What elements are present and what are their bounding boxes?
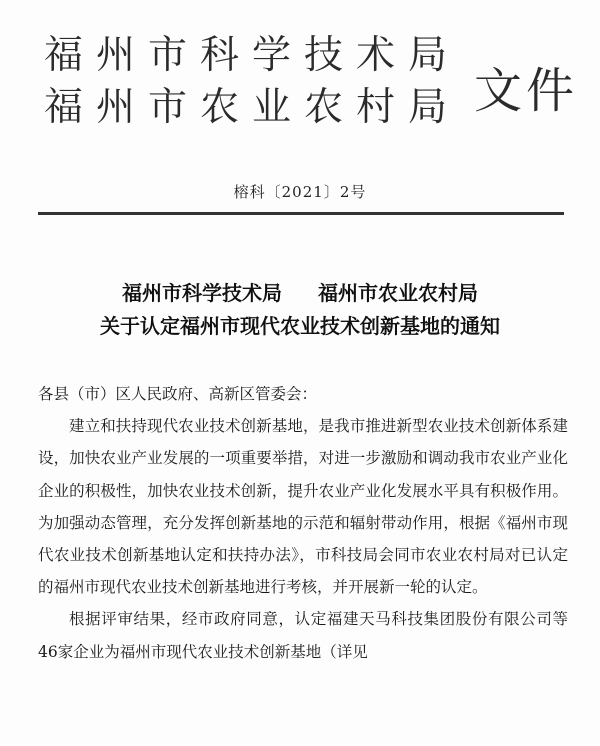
salutation: 各县（市）区人民政府、高新区管委会： — [38, 385, 318, 403]
notice-title — [0, 277, 600, 343]
header-divider — [38, 212, 564, 215]
issuer-name-2: 福州市农业农村局 — [44, 85, 461, 130]
document-suffix: 文件 — [474, 63, 579, 119]
notice-body — [38, 378, 568, 668]
issuer-header — [44, 30, 460, 134]
document-number: 榕科〔2021〕2号 — [233, 183, 367, 201]
body-paragraph-1: 建立和扶持现代农业技术创新基地，是我市推进新型农业技术创新体系建设，加快农业产业发展的一项重要举措，对进一步激励和调动我市农业产业化企业的积极性，加快农业技术创新，提升农业产业化发展水平具有积极作用。为加强动态管理，充分发挥创新基地的示范和辐射带动作用，根据《福州市现代农业技术创新基地认定和扶持办法》，市科技局会同市农业农村局对已认定的福州市现代农业技术创新基地进行考核，并开展新一轮的认定。 — [38, 417, 568, 597]
title-issuer-2: 福州市农业农村局 — [318, 281, 478, 305]
issuer-name-1: 福州市科学技术局 — [44, 33, 461, 78]
body-paragraph-2: 根据评审结果，经市政府同意，认定福建天马科技集团股份有限公司等46家企业为福州市现代农业技术创新基地（详见 — [38, 610, 568, 661]
title-issuers — [0, 277, 600, 310]
title-subject: 关于认定福州市现代农业技术创新基地的通知 — [100, 314, 500, 338]
title-issuer-1: 福州市科学技术局 — [122, 281, 282, 305]
